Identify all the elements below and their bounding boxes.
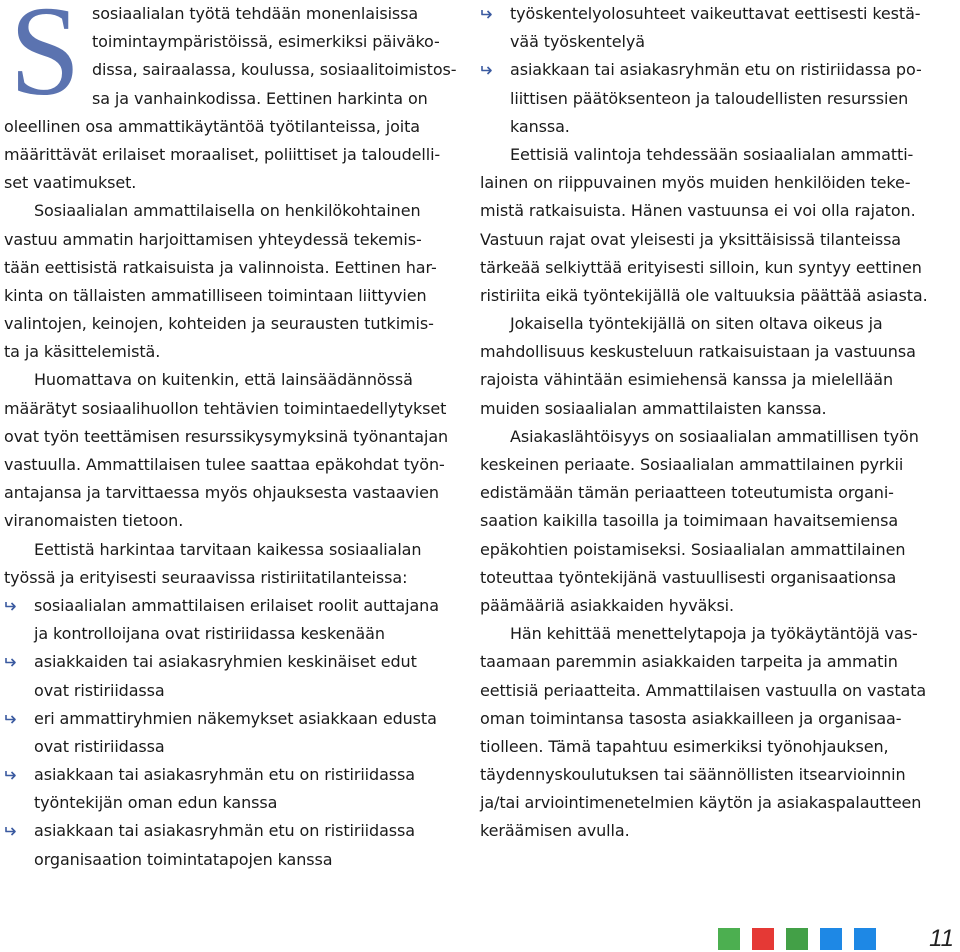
line-text: mahdollisuus keskusteluun ratkaisuistaan ja vastuunsa [480, 342, 916, 362]
text-line [4, 338, 452, 366]
text-line [4, 85, 452, 113]
text-line [480, 817, 936, 845]
line-text: työskentelyolosuhteet vaikeuttavat eettisesti kestä- [510, 4, 921, 23]
text-line [480, 705, 936, 733]
line-text: päämääriä asiakkaiden hyväksi. [480, 595, 735, 615]
line-text: asiakkaan tai asiakasryhmän etu on ristiriidassa [34, 765, 415, 785]
text-line [4, 254, 452, 282]
line-text: ristiriita eikä työntekijällä ole valtuuksia päättää asiasta. [480, 285, 928, 305]
line-text: Eettistä harkintaa tarvitaan kaikessa sosiaalialan [34, 539, 422, 559]
text-line [480, 169, 936, 197]
arrow-bullet-icon [4, 648, 18, 676]
text-line [4, 395, 452, 423]
line-text: ja kontrolloijana ovat ristiriidassa keskenään [34, 624, 385, 644]
arrow-bullet-icon [4, 761, 18, 789]
line-text: edistämään tämän periaatteen toteutumista organi- [480, 483, 894, 503]
text-line [480, 282, 936, 310]
text-line [4, 564, 452, 592]
line-text: vää työskentelyä [510, 32, 645, 52]
text-line [480, 141, 936, 169]
text-line [4, 423, 452, 451]
bullet-list-item [480, 0, 936, 28]
text-line [480, 479, 936, 507]
line-text: mistä ratkaisuista. Hänen vastuunsa ei voi olla rajaton. [480, 201, 916, 221]
arrow-bullet-icon [4, 705, 18, 733]
line-text: sa ja vanhainkodissa. Eettinen harkinta on [92, 88, 428, 108]
text-line [480, 592, 936, 620]
line-text: Sosiaalialan ammattilaisella on henkilökohtainen [34, 201, 421, 221]
line-text: eettisiä periaatteita. Ammattilaisen vastuulla on vastata [480, 680, 927, 700]
text-line [4, 310, 452, 338]
line-text: keskeinen periaate. Sosiaalialan ammattilainen pyrkii [480, 455, 904, 474]
text-line [4, 56, 457, 84]
line-text: ta ja käsittelemistä. [4, 342, 161, 362]
text-line [4, 846, 452, 874]
line-text: liittisen päätöksenteon ja taloudellisten resurssien [510, 88, 909, 108]
arrow-bullet-icon [480, 0, 494, 28]
line-text: asiakkaiden tai asiakasryhmien keskinäiset edut [34, 652, 417, 672]
text-line [4, 197, 452, 225]
line-text: työssä ja erityisesti seuraavissa ristiriitatilanteissa: [4, 567, 408, 587]
line-text: sosiaalialan ammattilaisen erilaiset roolit auttajana [34, 595, 439, 615]
line-text: oman toimintansa tasosta asiakkailleen ja organisaa- [480, 708, 902, 728]
text-line [480, 395, 936, 423]
text-line [480, 620, 936, 648]
text-line [4, 677, 452, 705]
text-line [4, 141, 452, 169]
text-line [480, 254, 936, 282]
line-text: vastuulla. Ammattilaisen tulee saattaa epäkohdat työn- [4, 455, 445, 474]
dropcap-letter: S [9, 0, 81, 122]
arrow-bullet-icon [4, 592, 18, 620]
text-line [4, 169, 452, 197]
text-line [480, 423, 936, 451]
text-line [4, 282, 452, 310]
line-text: Jokaisella työntekijällä on siten oltava oikeus ja [510, 314, 883, 334]
text-line [480, 536, 936, 564]
text-line [4, 620, 452, 648]
arrow-bullet-icon [4, 817, 18, 845]
line-text: ovat ristiriidassa [34, 736, 165, 756]
text-line [4, 507, 452, 535]
text-line [4, 479, 452, 507]
line-text: tään eettisistä ratkaisuista ja valinnoista. Eettinen har- [4, 257, 437, 277]
text-line [480, 733, 936, 761]
color-square [820, 928, 842, 950]
text-line [4, 366, 452, 394]
line-text: Hän kehittää menettelytapoja ja työkäytäntöjä vas- [510, 624, 918, 644]
text-line [4, 113, 452, 141]
text-line [4, 451, 452, 479]
line-text: ovat työn teettämisen resurssikysymyksinä työnantajan [4, 426, 449, 446]
line-text: set vaatimukset. [4, 173, 137, 193]
page-number: 11 [929, 925, 954, 952]
line-text: tiolleen. Tämä tapahtuu esimerkiksi työnohjauksen, [480, 736, 889, 756]
text-line [480, 310, 936, 338]
line-text: lainen on riippuvainen myös muiden henkilöiden teke- [480, 173, 911, 193]
line-text: määrittävät erilaiset moraaliset, poliittiset ja taloudelli- [4, 144, 441, 164]
text-line [480, 789, 936, 817]
line-text: taamaan paremmin asiakkaiden tarpeita ja ammatin [480, 652, 898, 672]
line-text: oleellinen osa ammattikäytäntöä työtilanteissa, joita [4, 116, 420, 136]
line-text: muiden sosiaalialan ammattilaisten kanssa. [480, 398, 827, 418]
line-text: toteuttaa työntekijänä vastuullisesti organisaationsa [480, 567, 897, 587]
line-text: tärkeää selkiyttää erityisesti silloin, kun syntyy eettinen [480, 257, 922, 277]
line-text: asiakkaan tai asiakasryhmän etu on ristiriidassa po- [510, 60, 922, 80]
arrow-bullet-icon [480, 56, 494, 84]
text-line [480, 761, 936, 789]
text-line [4, 226, 452, 254]
text-line [4, 28, 452, 56]
line-text: ja/tai arviointimenetelmien käytön ja asiakaspalautteen [480, 793, 922, 813]
text-line [480, 507, 936, 535]
line-text: täydennyskoulutuksen tai säännöllisten itsearvioinnin [480, 765, 906, 785]
line-text: rajoista vähintään esimiehensä kanssa ja mielellään [480, 370, 894, 390]
text-line [480, 85, 936, 113]
line-text: viranomaisten tietoon. [4, 511, 184, 531]
bullet-list-item [4, 592, 452, 620]
text-line [480, 564, 936, 592]
line-text: keräämisen avulla. [480, 821, 630, 841]
line-text: kanssa. [510, 116, 570, 136]
color-square [718, 928, 740, 950]
text-line [480, 28, 936, 56]
right-column [480, 0, 936, 846]
line-text: saation kaikilla tasoilla ja toimimaan havaitsemiensa [480, 511, 899, 531]
text-line [480, 113, 936, 141]
bullet-list-item [480, 56, 936, 84]
line-text: ovat ristiriidassa [34, 680, 165, 700]
line-text: eri ammattiryhmien näkemykset asiakkaan edusta [34, 708, 437, 728]
text-line [480, 648, 936, 676]
text-line [4, 0, 452, 28]
line-text: Vastuun rajat ovat yleisesti ja yksittäisissä tilanteissa [480, 229, 902, 249]
line-text: epäkohtien poistamiseksi. Sosiaalialan ammattilainen [480, 539, 906, 559]
text-line [480, 338, 936, 366]
line-text: dissa, sairaalassa, koulussa, sosiaalitoimistos- [92, 60, 457, 80]
text-line [480, 197, 936, 225]
line-text: vastuu ammatin harjoittamisen yhteydessä tekemis- [4, 229, 422, 249]
text-line [480, 226, 936, 254]
line-text: asiakkaan tai asiakasryhmän etu on ristiriidassa [34, 821, 415, 841]
line-text: valintojen, keinojen, kohteiden ja seurausten tutkimis- [4, 314, 434, 334]
line-text: kinta on tällaisten ammatilliseen toimintaan liittyvien [4, 285, 427, 305]
color-square [752, 928, 774, 950]
bullet-list-item [4, 761, 452, 789]
text-line [480, 366, 936, 394]
line-text: toimintaympäristöissä, esimerkiksi päiväko- [92, 32, 440, 52]
text-line [480, 677, 936, 705]
line-text: määrätyt sosiaalihuollon tehtävien toimintaedellytykset [4, 398, 447, 418]
line-text: organisaation toimintatapojen kanssa [34, 849, 333, 869]
bullet-list-item [4, 648, 452, 676]
color-square [786, 928, 808, 950]
line-text: antajansa ja tarvittaessa myös ohjauksesta vastaavien [4, 483, 439, 503]
bullet-list-item [4, 817, 452, 845]
line-text: Huomattava on kuitenkin, että lainsäädännössä [34, 370, 413, 390]
line-text: työntekijän oman edun kanssa [34, 793, 278, 813]
text-line [480, 451, 936, 479]
left-column [4, 0, 457, 874]
text-line [4, 789, 452, 817]
line-text: Eettisiä valintoja tehdessään sosiaalialan ammatti- [510, 144, 914, 164]
bullet-list-item [4, 705, 452, 733]
line-text: sosiaalialan työtä tehdään monenlaisissa [92, 4, 419, 23]
text-line [4, 733, 452, 761]
text-line [4, 536, 452, 564]
color-square [854, 928, 876, 950]
line-text: Asiakaslähtöisyys on sosiaalialan ammatillisen työn [510, 426, 919, 446]
